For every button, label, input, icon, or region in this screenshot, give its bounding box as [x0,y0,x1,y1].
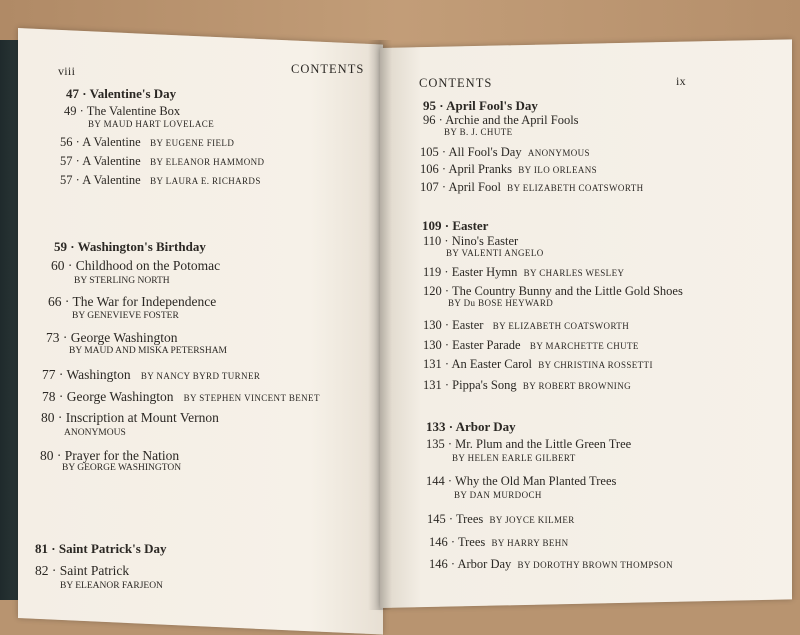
entry-page: 107 [420,180,439,194]
section-number: 59 [54,239,67,254]
entry-page: 130 [423,318,442,332]
section-title: Saint Patrick's Day [58,541,167,556]
entry-author: BY LAURA E. RICHARDS [150,176,261,186]
entry-page: 106 [420,162,439,176]
entry-author: BY STERLING NORTH [74,276,170,286]
entry-author: BY JOYCE KILMER [489,515,575,525]
entry-author: BY ROBERT BROWNING [522,381,632,391]
right-page-number: ix [676,74,686,88]
entry-title: All Fool's Day [448,145,522,159]
section-number: 95 [423,98,436,113]
entry-author: BY STEPHEN VINCENT BENET [183,393,320,403]
section-number: 133 [426,419,446,434]
entry-title: Why the Old Man Planted Trees [454,474,617,488]
entry-title: A Valentine [82,173,141,187]
entry-author: BY ELEANOR HAMMOND [150,157,265,167]
section-title: Valentine's Day [89,86,177,101]
entry-page: 49 [64,104,77,118]
entry-author: BY GEORGE WASHINGTON [62,463,182,473]
entry-page: 135 [426,437,445,451]
section-title: April Fool's Day [446,98,538,113]
entry-author: BY CHARLES WESLEY [523,268,625,278]
entry-author: BY GENEVIEVE FOSTER [72,311,179,321]
entry-author: BY MARCHETTE CHUTE [529,341,639,351]
entry-title: Archie and the April Fools [445,113,579,127]
section-number: 47 [66,86,79,101]
entry-page: 131 [423,378,442,392]
entry-title: Saint Patrick [59,563,130,578]
section-title: Washington's Birthday [77,239,206,254]
entry-title: Arbor Day [457,557,512,571]
table-surface: viii CONTENTS 47 · Valentine's Day 49 · The Valentine Box BY MAUD HART LOVELACE 56 · A Valentine BY EUGENE FIELD 57 · A Valentine BY ELEANOR HAMMOND 57 · A Valentine BY LAURA E. RICHARDS 59 · Washington's Birthday 60 · Childhood on the Potomac BY STERLING NORTH 66 · The War for Independence BY GENEVIEVE FOSTER 73 · George Washington BY MAUD AND MISKA PETERSHAM 77 · Washington BY NANCY BYRD TURNER 78 · George Washington BY STEPHEN VINCENT BENET 80 · Inscription at Mount Vernon ANONYMOUS 80 · Prayer for the Nation BY GEORGE WASHINGTON 81 · Saint Patrick's Day 82 · Saint Patrick BY ELEANOR FARJEON CONTENTS ix 95 · April Fool's Day 96 · Archie and the April Fools BY B. J. CHUTE 105 · All Fool's Day ANONYMOUS 106 · April Pranks BY ILO ORLEANS 107 · April Fool BY ELIZABETH COATSWORTH 109 · Easter 110 · Nino's Easter BY VALENTI ANGELO 119 · Easter Hymn BY CHARLES WESLEY 120 · The Country Bunny and the Little Gold Shoes BY Du BOSE HEYWARD 130 · Easter BY ELIZABETH COATSWORTH 130 · Easter Parade BY MARCHETTE CHUTE 131 · An Easter Carol BY CHRISTINA ROSSETTI 131 · Pippa's Song BY ROBERT BROWNING 133 · Arbor Day 135 · Mr. Plum and the Little Green Tree BY HELEN EARLE GILBERT 144 · Why the Old Man Planted Trees BY DAN MURDOCH 145 · Trees BY JOYCE KILMER 146 · Trees BY HARRY BEHN 146 · Arbor Day BY DOROTHY BROWN THOMPSON [0,0,800,600]
entry-page: 80 [41,410,55,425]
section-number: 81 [35,541,48,556]
entry-page: 119 [423,265,442,279]
entry-title: The Country Bunny and the Little Gold Shoes [451,284,683,298]
entry-author: BY ELIZABETH COATSWORTH [507,183,644,193]
entry-page: 73 [46,330,60,345]
entry-page: 130 [423,338,442,352]
entry-page: 145 [427,512,446,526]
entry-page: 66 [48,294,62,309]
entry-title: Easter [452,318,484,332]
entry-page: 146 [429,557,448,571]
entry-author: ANONYMOUS [527,148,590,158]
entry-title: The Valentine Box [86,104,181,118]
entry-title: Easter Hymn [451,265,518,279]
entry-title: Trees [455,512,484,526]
entry-title: Mr. Plum and the Little Green Tree [455,437,632,451]
left-page-number: viii [58,64,76,78]
entry-title: A Valentine [82,154,141,168]
entry-author: BY B. J. CHUTE [444,127,513,137]
entry-title: Childhood on the Potomac [75,258,221,273]
entry-page: 144 [426,474,445,488]
book-gutter [368,40,392,610]
section-title: Arbor Day [455,419,516,434]
entry-page: 56 [60,135,73,149]
entry-page: 146 [429,535,448,549]
entry-author: ANONYMOUS [64,428,126,438]
entry-title: April Pranks [448,162,513,176]
entry-title: A Valentine [82,135,141,149]
entry-title: April Fool [448,180,501,194]
section-title: Easter [452,218,489,233]
entry-page: 110 [423,234,442,248]
entry-author: BY NANCY BYRD TURNER [140,371,261,381]
entry-author: BY ELEANOR FARJEON [60,581,163,591]
entry-author: BY Du BOSE HEYWARD [448,298,554,308]
entry-page: 120 [423,284,442,298]
entry-title: Washington [66,367,131,382]
left-page-header: CONTENTS [291,62,365,76]
entry-page: 131 [423,357,442,371]
entry-title: Prayer for the Nation [64,448,180,463]
entry-page: 77 [42,367,56,382]
entry-page: 57 [60,173,73,187]
entry-author: BY DOROTHY BROWN THOMPSON [517,560,673,570]
entry-author: BY CHRISTINA ROSSETTI [538,360,653,370]
right-page-header: CONTENTS [419,76,493,90]
entry-title: The War for Independence [72,294,217,309]
entry-page: 80 [40,448,54,463]
entry-author: BY MAUD AND MISKA PETERSHAM [69,346,228,356]
entry-author: BY ELIZABETH COATSWORTH [492,321,630,331]
entry-author: BY VALENTI ANGELO [446,248,544,258]
entry-title: George Washington [70,330,178,345]
entry-page: 60 [51,258,65,273]
entry-page: 78 [42,389,56,404]
entry-author: BY ILO ORLEANS [518,165,598,175]
entry-page: 57 [60,154,73,168]
entry-title: George Washington [66,389,174,404]
entry-title: Inscription at Mount Vernon [65,410,219,425]
entry-title: Nino's Easter [451,234,519,248]
entry-author: BY DAN MURDOCH [454,490,542,500]
entry-author: BY HELEN EARLE GILBERT [452,453,576,463]
entry-page: 82 [35,563,49,578]
entry-author: BY EUGENE FIELD [150,138,235,148]
section-number: 109 [422,218,442,233]
entry-title: Trees [457,535,486,549]
entry-title: Pippa's Song [452,378,517,392]
entry-title: Easter Parade [452,338,521,352]
entry-title: An Easter Carol [451,357,533,371]
entry-author: BY MAUD HART LOVELACE [88,119,215,129]
entry-page: 96 [423,113,436,127]
entry-page: 105 [420,145,439,159]
entry-author: BY HARRY BEHN [491,538,569,548]
